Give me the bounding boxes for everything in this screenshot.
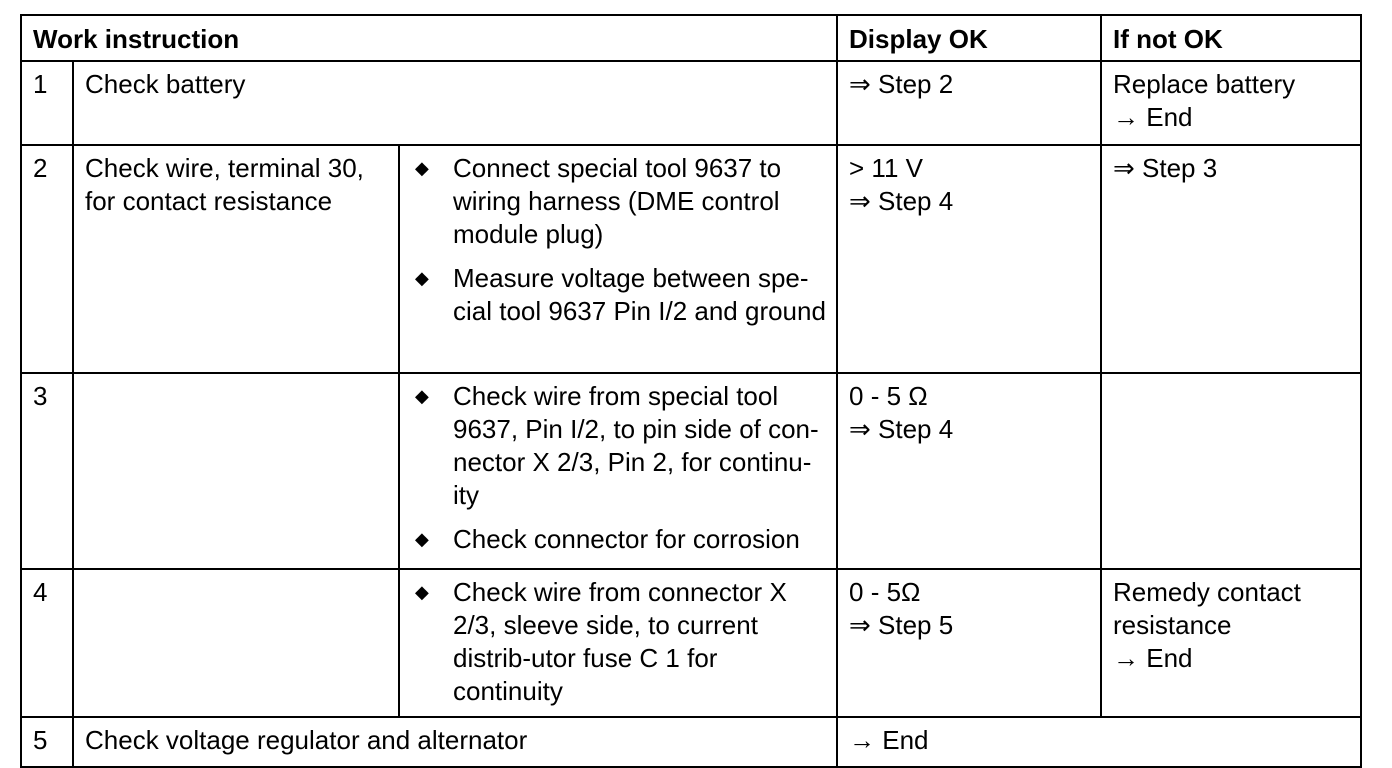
display-ok-line: ⇒ Step 4 bbox=[849, 186, 954, 216]
table-row bbox=[21, 373, 1361, 569]
diamond-bullet-icon: ◆ bbox=[415, 386, 429, 406]
steps-cell bbox=[399, 373, 837, 569]
if-not-ok-cell bbox=[1101, 145, 1361, 373]
step-number: 1 bbox=[21, 61, 73, 145]
step-text: Check wire from special tool 9637, Pin I/2, to pin side of con-nector X 2/3, Pin 2, for continu-ity bbox=[453, 381, 819, 510]
step-number: 2 bbox=[21, 145, 73, 373]
display-ok-line: ⇒ Step 4 bbox=[849, 414, 954, 444]
steps-list bbox=[411, 152, 826, 328]
header-if-not-ok: If not OK bbox=[1101, 15, 1361, 61]
if-not-ok-line: → End bbox=[1113, 643, 1193, 673]
diamond-bullet-icon: ◆ bbox=[415, 158, 429, 178]
work-instruction-table bbox=[20, 14, 1362, 768]
steps-list bbox=[411, 576, 826, 708]
step-number: 5 bbox=[21, 717, 73, 767]
list-item bbox=[411, 576, 826, 708]
header-row bbox=[21, 15, 1361, 61]
if-not-ok-cell bbox=[1101, 373, 1361, 569]
list-item bbox=[411, 262, 826, 328]
instruction-cell bbox=[73, 569, 399, 717]
steps-cell bbox=[399, 569, 837, 717]
if-not-ok-line: → End bbox=[1113, 102, 1193, 132]
steps-cell bbox=[399, 145, 837, 373]
if-not-ok-line: Remedy contact resistance bbox=[1113, 577, 1301, 640]
display-ok-line: 0 - 5 Ω bbox=[849, 381, 928, 411]
diamond-bullet-icon: ◆ bbox=[415, 582, 429, 602]
display-ok-line: ⇒ Step 2 bbox=[849, 69, 954, 99]
step-number: 4 bbox=[21, 569, 73, 717]
display-ok-cell bbox=[837, 569, 1101, 717]
if-not-ok-cell bbox=[1101, 569, 1361, 717]
step-number: 3 bbox=[21, 373, 73, 569]
if-not-ok-line: ⇒ Step 3 bbox=[1113, 153, 1218, 183]
step-text: Measure voltage between spe-cial tool 9637 Pin I/2 and ground bbox=[453, 263, 826, 326]
steps-list bbox=[411, 380, 826, 556]
if-not-ok-cell bbox=[1101, 61, 1361, 145]
instruction-cell: Check voltage regulator and alternator bbox=[73, 717, 837, 767]
header-display-ok: Display OK bbox=[837, 15, 1101, 61]
display-ok-cell bbox=[837, 373, 1101, 569]
display-ok-line: → End bbox=[849, 725, 929, 755]
display-ok-cell bbox=[837, 717, 1361, 767]
table-row bbox=[21, 717, 1361, 767]
step-text: Connect special tool 9637 to wiring harness (DME control module plug) bbox=[453, 153, 782, 249]
header-work-instruction: Work instruction bbox=[21, 15, 837, 61]
instruction-cell: Check wire, terminal 30, for contact resistance bbox=[73, 145, 399, 373]
display-ok-line: 0 - 5Ω bbox=[849, 577, 921, 607]
diamond-bullet-icon: ◆ bbox=[415, 268, 429, 288]
display-ok-line: > 11 V bbox=[849, 153, 923, 183]
display-ok-line: ⇒ Step 5 bbox=[849, 610, 954, 640]
display-ok-cell bbox=[837, 61, 1101, 145]
step-text: Check wire from connector X 2/3, sleeve side, to current distrib-utor fuse C 1 for continuity bbox=[453, 577, 787, 706]
display-ok-cell bbox=[837, 145, 1101, 373]
instruction-cell: Check battery bbox=[73, 61, 837, 145]
step-text: Check connector for corrosion bbox=[453, 524, 800, 554]
table-row bbox=[21, 145, 1361, 373]
diamond-bullet-icon: ◆ bbox=[415, 529, 429, 549]
table-row bbox=[21, 61, 1361, 145]
instruction-cell bbox=[73, 373, 399, 569]
list-item bbox=[411, 380, 826, 512]
if-not-ok-line: Replace battery bbox=[1113, 69, 1296, 99]
list-item bbox=[411, 523, 826, 556]
list-item bbox=[411, 152, 826, 251]
table-row bbox=[21, 569, 1361, 717]
